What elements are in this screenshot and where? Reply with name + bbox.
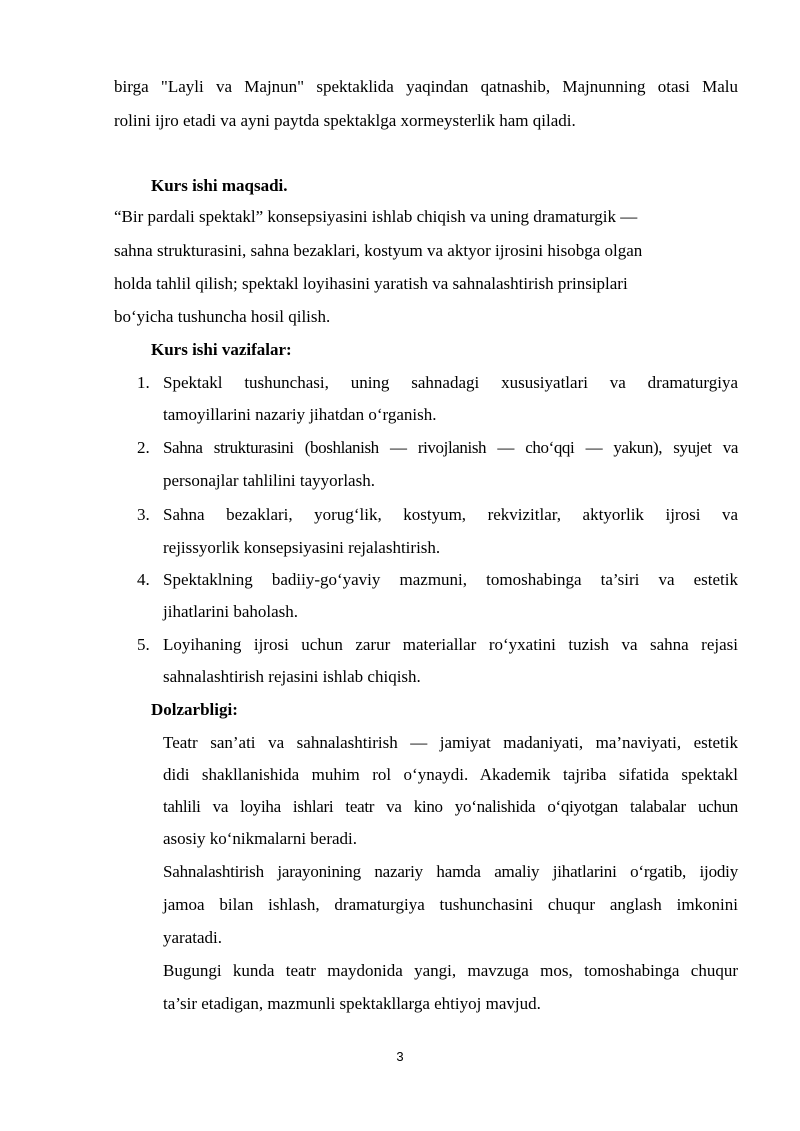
task-number: 5. bbox=[137, 635, 150, 654]
relevance-p3-line-2: ta’sir etadigan, mazmunli spektakllarga ehtiyoj mavjud. bbox=[163, 994, 541, 1013]
task-4-line-1: Spektaklning badiiy-go‘yaviy mazmuni, tomoshabinga ta’siri va estetik bbox=[163, 570, 738, 589]
goal-line-3: holda tahlil qilish; spektakl loyihasini yaratish va sahnalashtirish prinsiplari bbox=[114, 274, 628, 293]
task-number: 3. bbox=[137, 505, 150, 524]
goal-line-1: “Bir pardali spektakl” konsepsiyasini ishlab chiqish va uning dramaturgik — bbox=[114, 207, 638, 226]
relevance-p1-line-1: Teatr san’ati va sahnalashtirish — jamiyat madaniyati, ma’naviyati, estetik bbox=[163, 733, 738, 752]
task-3-line-2: rejissyorlik konsepsiyasini rejalashtirish. bbox=[163, 538, 441, 557]
task-5-line-2: sahnalashtirish rejasini ishlab chiqish. bbox=[163, 667, 421, 686]
task-4-line-2: jihatlarini baholash. bbox=[163, 602, 299, 621]
intro-line-1: birga "Layli va Majnun" spektaklida yaqindan qatnashib, Majnunning otasi Malu bbox=[114, 77, 738, 96]
task-1-line-2: tamoyillarini nazariy jihatdan o‘rganish. bbox=[163, 405, 437, 424]
relevance-p2-line-3: yaratadi. bbox=[163, 928, 222, 947]
task-3-line-1: Sahna bezaklari, yorug‘lik, kostyum, rekvizitlar, aktyorlik ijrosi va bbox=[163, 505, 738, 524]
relevance-p1-line-4: asosiy ko‘nikmalarni beradi. bbox=[163, 829, 358, 848]
goal-line-4: bo‘yicha tushuncha hosil qilish. bbox=[114, 307, 331, 326]
task-5-line-1: Loyihaning ijrosi uchun zarur materiallar ro‘yxatini tuzish va sahna rejasi bbox=[163, 635, 738, 654]
page-number: 3 bbox=[396, 1049, 404, 1064]
relevance-p3-line-1: Bugungi kunda teatr maydonida yangi, mavzuga mos, tomoshabinga chuqur bbox=[163, 961, 738, 980]
tasks-heading: Kurs ishi vazifalar: bbox=[151, 340, 292, 359]
relevance-p1-line-2: didi shakllanishida muhim rol o‘ynaydi. Akademik tajriba sifatida spektakl bbox=[163, 765, 738, 784]
task-number: 4. bbox=[137, 570, 150, 589]
relevance-p1-line-3: tahlili va loyiha ishlari teatr va kino yo‘nalishida o‘qiyotgan talabalar uchun bbox=[163, 797, 738, 816]
relevance-heading: Dolzarbligi: bbox=[151, 700, 238, 719]
goal-line-2: sahna strukturasini, sahna bezaklari, kostyum va aktyor ijrosini hisobga olgan bbox=[114, 241, 643, 260]
task-1-line-1: Spektakl tushunchasi, uning sahnadagi xususiyatlari va dramaturgiya bbox=[163, 373, 738, 392]
goal-heading: Kurs ishi maqsadi. bbox=[151, 176, 288, 195]
task-2-line-2: personajlar tahlilini tayyorlash. bbox=[163, 471, 375, 490]
task-number: 1. bbox=[137, 373, 150, 392]
task-2-line-1: Sahna strukturasini (boshlanish — rivojlanish — cho‘qqi — yakun), syujet va bbox=[163, 438, 738, 457]
intro-line-2: rolini ijro etadi va ayni paytda spektaklga xormeysterlik ham qiladi. bbox=[114, 111, 576, 130]
task-number: 2. bbox=[137, 438, 150, 457]
relevance-p2-line-2: jamoa bilan ishlash, dramaturgiya tushunchasini chuqur anglash imkonini bbox=[163, 895, 738, 914]
relevance-p2-line-1: Sahnalashtirish jarayonining nazariy hamda amaliy jihatlarini o‘rgatib, ijodiy bbox=[163, 862, 738, 881]
